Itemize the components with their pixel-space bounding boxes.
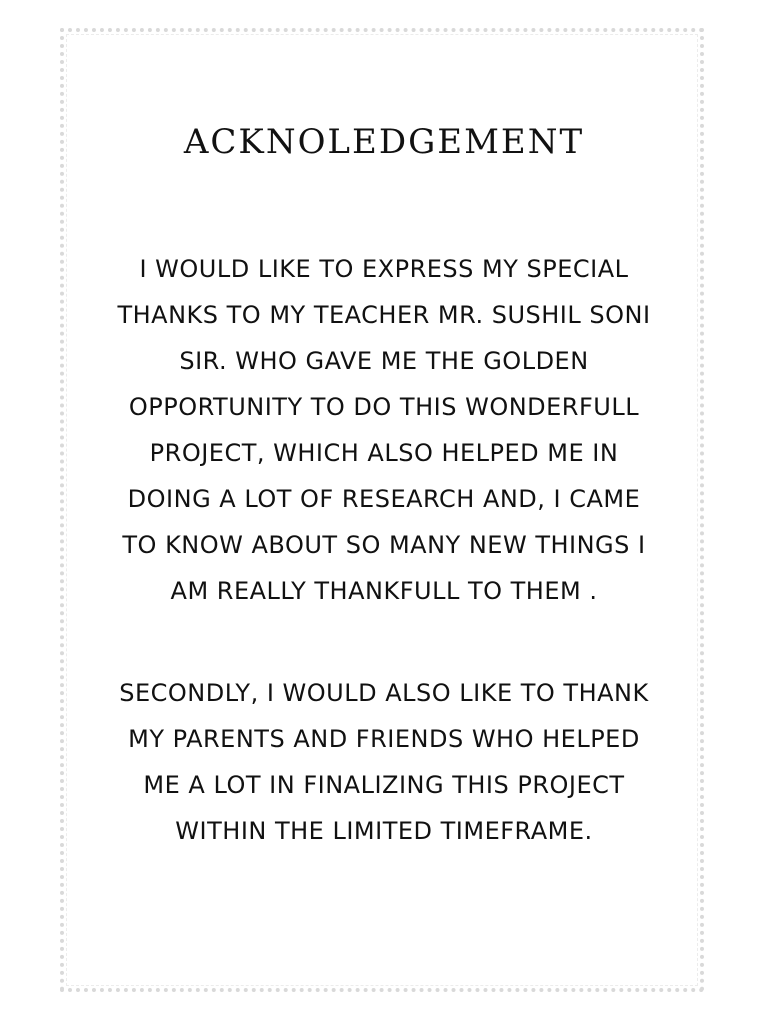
page-title: ACKNOLEDGEMENT (183, 122, 585, 162)
acknowledgement-paragraph-1: I WOULD LIKE TO EXPRESS MY SPECIAL THANKS TO MY TEACHER MR. SUSHIL SONI SIR. WHO GAVE ME THE GOLDEN OPPORTUNITY TO DO THIS WONDERFULL PROJECT, WHICH ALSO HELPED ME IN DOING A LOT OF RESEARCH AND, I CAME TO KNOW ABOUT SO MANY NEW THINGS I AM REALLY THANKFULL TO THEM . (117, 255, 651, 605)
acknowledgement-paragraph-2: SECONDLY, I WOULD ALSO LIKE TO THANK MY PARENTS AND FRIENDS WHO HELPED ME A LOT IN FINALIZING THIS PROJECT WITHIN THE LIMITED TIMEFRAME. (119, 679, 649, 845)
